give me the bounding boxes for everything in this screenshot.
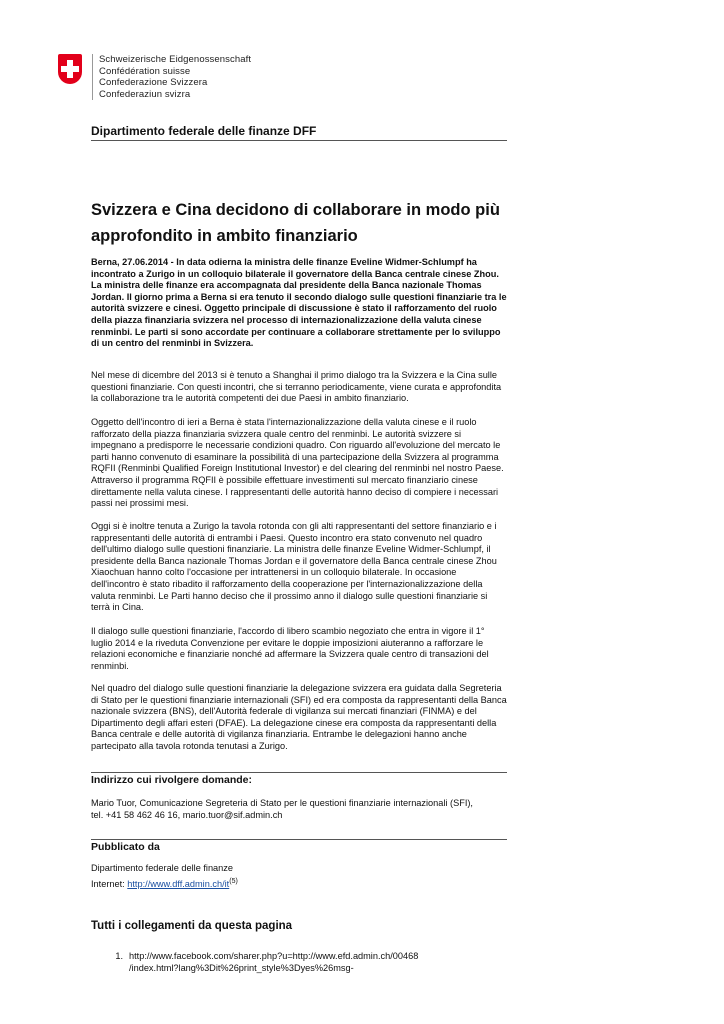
body-paragraph: Il dialogo sulle questioni finanziarie, l'accordo di libero scambio negoziato che entra in vigore il 1° luglio 2014 e la riveduta Convenzione per evitare le doppie imposizioni aiuteranno a rafforzare le relazioni economiche e finanziarie nonché ad affermare la Svizzera quale centro di transazioni del renminbi. (91, 626, 489, 671)
department-heading: Dipartimento federale delle finanze DFF (91, 124, 507, 141)
links-list (91, 951, 507, 974)
contact-line-1: Mario Tuor, Comunicazione Segreteria di Stato per le questioni finanziarie internazionali (SFI), (91, 798, 473, 808)
body-paragraph: Nel mese di dicembre del 2013 si è tenuto a Shanghai il primo dialogo tra la Svizzera e la Cina sulle questioni finanziarie. Con questi incontri, che si terranno periodicamente, viene curata e approfondita la collaborazione tra le autorità competenti dei due Paesi in ambito finanziario. (91, 370, 502, 404)
federal-logo (58, 54, 251, 100)
swiss-cross-icon (58, 54, 82, 84)
logo-name-fr: Confédération suisse (99, 65, 191, 77)
link-ref: (5) (229, 878, 238, 885)
contact-line-2: tel. +41 58 462 46 16, mario.tuor@sif.admin.ch (91, 810, 283, 820)
published-heading: Pubblicato da (91, 839, 507, 853)
logo-name-rm: Confederaziun svizra (99, 88, 191, 100)
body-paragraph: Nel quadro del dialogo sulle questioni finanziarie la delegazione svizzera era guidata dalla Segreteria di Stato per le questioni finanziarie internazionali (SFI) ed era composta da rappresentanti della Banca nazionale svizzera (BNS), dell'Autorità federale di vigilanza sui mercati finanziari (FINMA) e del Dipartimento degli affari esteri (DFAE). La delegazione cinese era composta da rappresentanti della Banca centrale e delle autorità di vigilanza finanziaria. Entrambe le delegazioni hanno anche partecipato alla tavola rotonda tenutasi a Zurigo. (91, 683, 507, 751)
internet-label: Internet: (91, 879, 128, 890)
published-dept: Dipartimento federale delle finanze (91, 863, 233, 873)
logo-name-de: Schweizerische Eidgenossenschaft (99, 54, 252, 65)
logo-name-it: Confederazione Svizzera (99, 77, 208, 88)
list-item (91, 951, 507, 974)
published-internet (91, 878, 238, 889)
contact-heading: Indirizzo cui rivolgere domande: (91, 772, 507, 786)
dff-website-link[interactable]: http://www.dff.admin.ch/it (127, 879, 230, 890)
body-paragraph: Oggi si è inoltre tenuta a Zurigo la tavola rotonda con gli alti rappresentanti del settore finanziario e i rappresentanti delle autorità di entrambi i Paesi. Questo incontro era stato convenuto nel quadro dell'ultimo dialogo sulle questioni finanziarie. La ministra delle finanze Eveline Widmer-Schlumpf, il presidente della Banca nazionale Thomas Jordan e il governatore della Banca centrale cinese Zhou Xiaochuan hanno colto l'occasione per intrattenersi in un colloquio bilaterale. In occasione dell'incontro è stato ribadito il rafforzamento della cooperazione per l'internazionalizzazione della valuta renminbi. Le Parti hanno deciso che il prossimo anno il dialogo sulle questioni finanziarie si terrà in Cina. (91, 521, 497, 613)
list-item-number: 1. (115, 951, 123, 961)
contact-info (91, 797, 507, 821)
page-title: Svizzera e Cina decidono di collaborare in modo più approfondito in ambito finanziario (91, 201, 500, 245)
body-paragraph: Oggetto dell'incontro di ieri a Berna è stata l'internazionalizzazione della valuta cinese e il ruolo rafforzato della piazza finanziaria svizzera quale centro del renminbi. Le autorità svizzere si impegnano a predisporre le necessarie condizioni quadro. Con riguardo all'evoluzione del mercato le parti hanno convenuto di esaminare la possibilità di una partecipazione della Svizzera al programma RQFII (Renminbi Qualified Foreign Institutional Investor) e del clearing del renminbi nel nostro Paese. Attraverso il programma RQFII è possibile effettuare investimenti sul mercato finanziario cinese direttamente nella valuta cinese. I rappresentanti delle autorità hanno deciso di compiere i necessari passi nei prossimi mesi. (91, 417, 504, 509)
lead-paragraph: Berna, 27.06.2014 - In data odierna la ministra delle finanze Eveline Widmer-Schlumpf ha incontrato a Zurigo in un colloquio bilaterale il governatore della Banca centrale cinese Zhou. La ministra delle finanze era accompagnata dal presidente della Banca nazionale Thomas Jordan. Il giorno prima a Berna si era tenuto il secondo dialogo sulle questioni finanziarie tra le autorità svizzere e cinesi. Oggetto principale di discussione è stato il rafforzamento del ruolo della piazza finanziaria svizzera nel processo di internazionalizzazione della valuta cinese renminbi. Le parti si sono accordate per continuare a collaborare strettamente per lo sviluppo di un centro del renminbi in Svizzera. (91, 257, 507, 349)
links-heading: Tutti i collegamenti da questa pagina (91, 920, 293, 932)
list-item-url: http://www.facebook.com/sharer.php?u=http://www.efd.admin.ch/00468 /index.html?lang%3Dit%26print_style%3Dyes%26msg- (129, 951, 419, 973)
confederation-names (92, 54, 251, 100)
